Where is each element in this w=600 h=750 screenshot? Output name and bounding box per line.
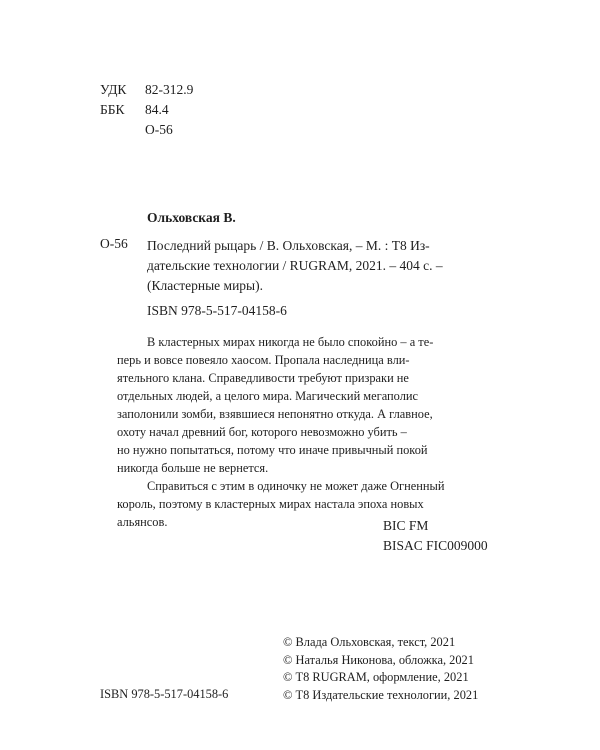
annotation-line: перь и вовсе повеяло хаосом. Пропала наследница вли- — [117, 353, 410, 367]
annotation-line: отдельных людей, а целого мира. Магический мегаполис — [117, 389, 419, 403]
bisac-code: BISAC FIC009000 — [383, 538, 488, 553]
author-sign-value: О-56 — [145, 122, 173, 137]
copyright-line: © Т8 Издательские технологии, 2021 — [283, 687, 479, 702]
annotation-line: В кластерных мирах никогда не было спокойно – а те- — [147, 335, 434, 349]
annotation-line: альянсов. — [117, 515, 168, 529]
isbn-bottom: ISBN 978-5-517-04158-6 — [100, 687, 229, 701]
copyright-line: © Влада Ольховская, текст, 2021 — [283, 635, 456, 649]
udk-label: УДК — [100, 82, 127, 97]
udk-value: 82-312.9 — [145, 82, 194, 97]
udk-row — [100, 80, 193, 100]
annotation-line: Справиться с этим в одиночку не может даже Огненный — [147, 479, 445, 493]
annotation-line: но нужно попытаться, потому что иначе привычный покой — [117, 443, 428, 457]
annotation-line: заполонили зомби, взявшиеся непонятно откуда. А главное, — [117, 407, 433, 421]
bib-line: (Кластерные миры). — [147, 278, 263, 293]
bic-code: BIC FM — [383, 518, 429, 533]
bib-line: Последний рыцарь / В. Ольховская, – М. : Т8 Из- — [147, 238, 430, 253]
bibliographic-description — [147, 236, 497, 296]
author-code: О-56 — [100, 236, 128, 251]
annotation — [117, 333, 497, 531]
annotation-line: король, поэтому в кластерных мирах настала эпоха новых — [117, 497, 424, 511]
annotation-line: никогда больше не вернется. — [117, 461, 269, 475]
bbk-label: ББК — [100, 102, 125, 117]
annotation-line: ятельного клана. Справедливости требуют призраки не — [117, 371, 409, 385]
copyright-block — [283, 634, 478, 704]
copyright-line: © Т8 RUGRAM, оформление, 2021 — [283, 670, 469, 684]
isbn: ISBN 978-5-517-04158-6 — [147, 303, 287, 318]
author-heading: Ольховская В. — [147, 210, 236, 225]
author-sign-row — [100, 120, 173, 140]
bbk-row — [100, 100, 169, 120]
copyright-line: © Наталья Никонова, обложка, 2021 — [283, 652, 474, 667]
bib-line: дательские технологии / RUGRAM, 2021. – 404 с. – — [147, 258, 443, 273]
annotation-line: охоту начал древний бог, которого невозможно убить – — [117, 425, 407, 439]
bbk-value: 84.4 — [145, 102, 169, 117]
subject-codes — [383, 516, 488, 556]
